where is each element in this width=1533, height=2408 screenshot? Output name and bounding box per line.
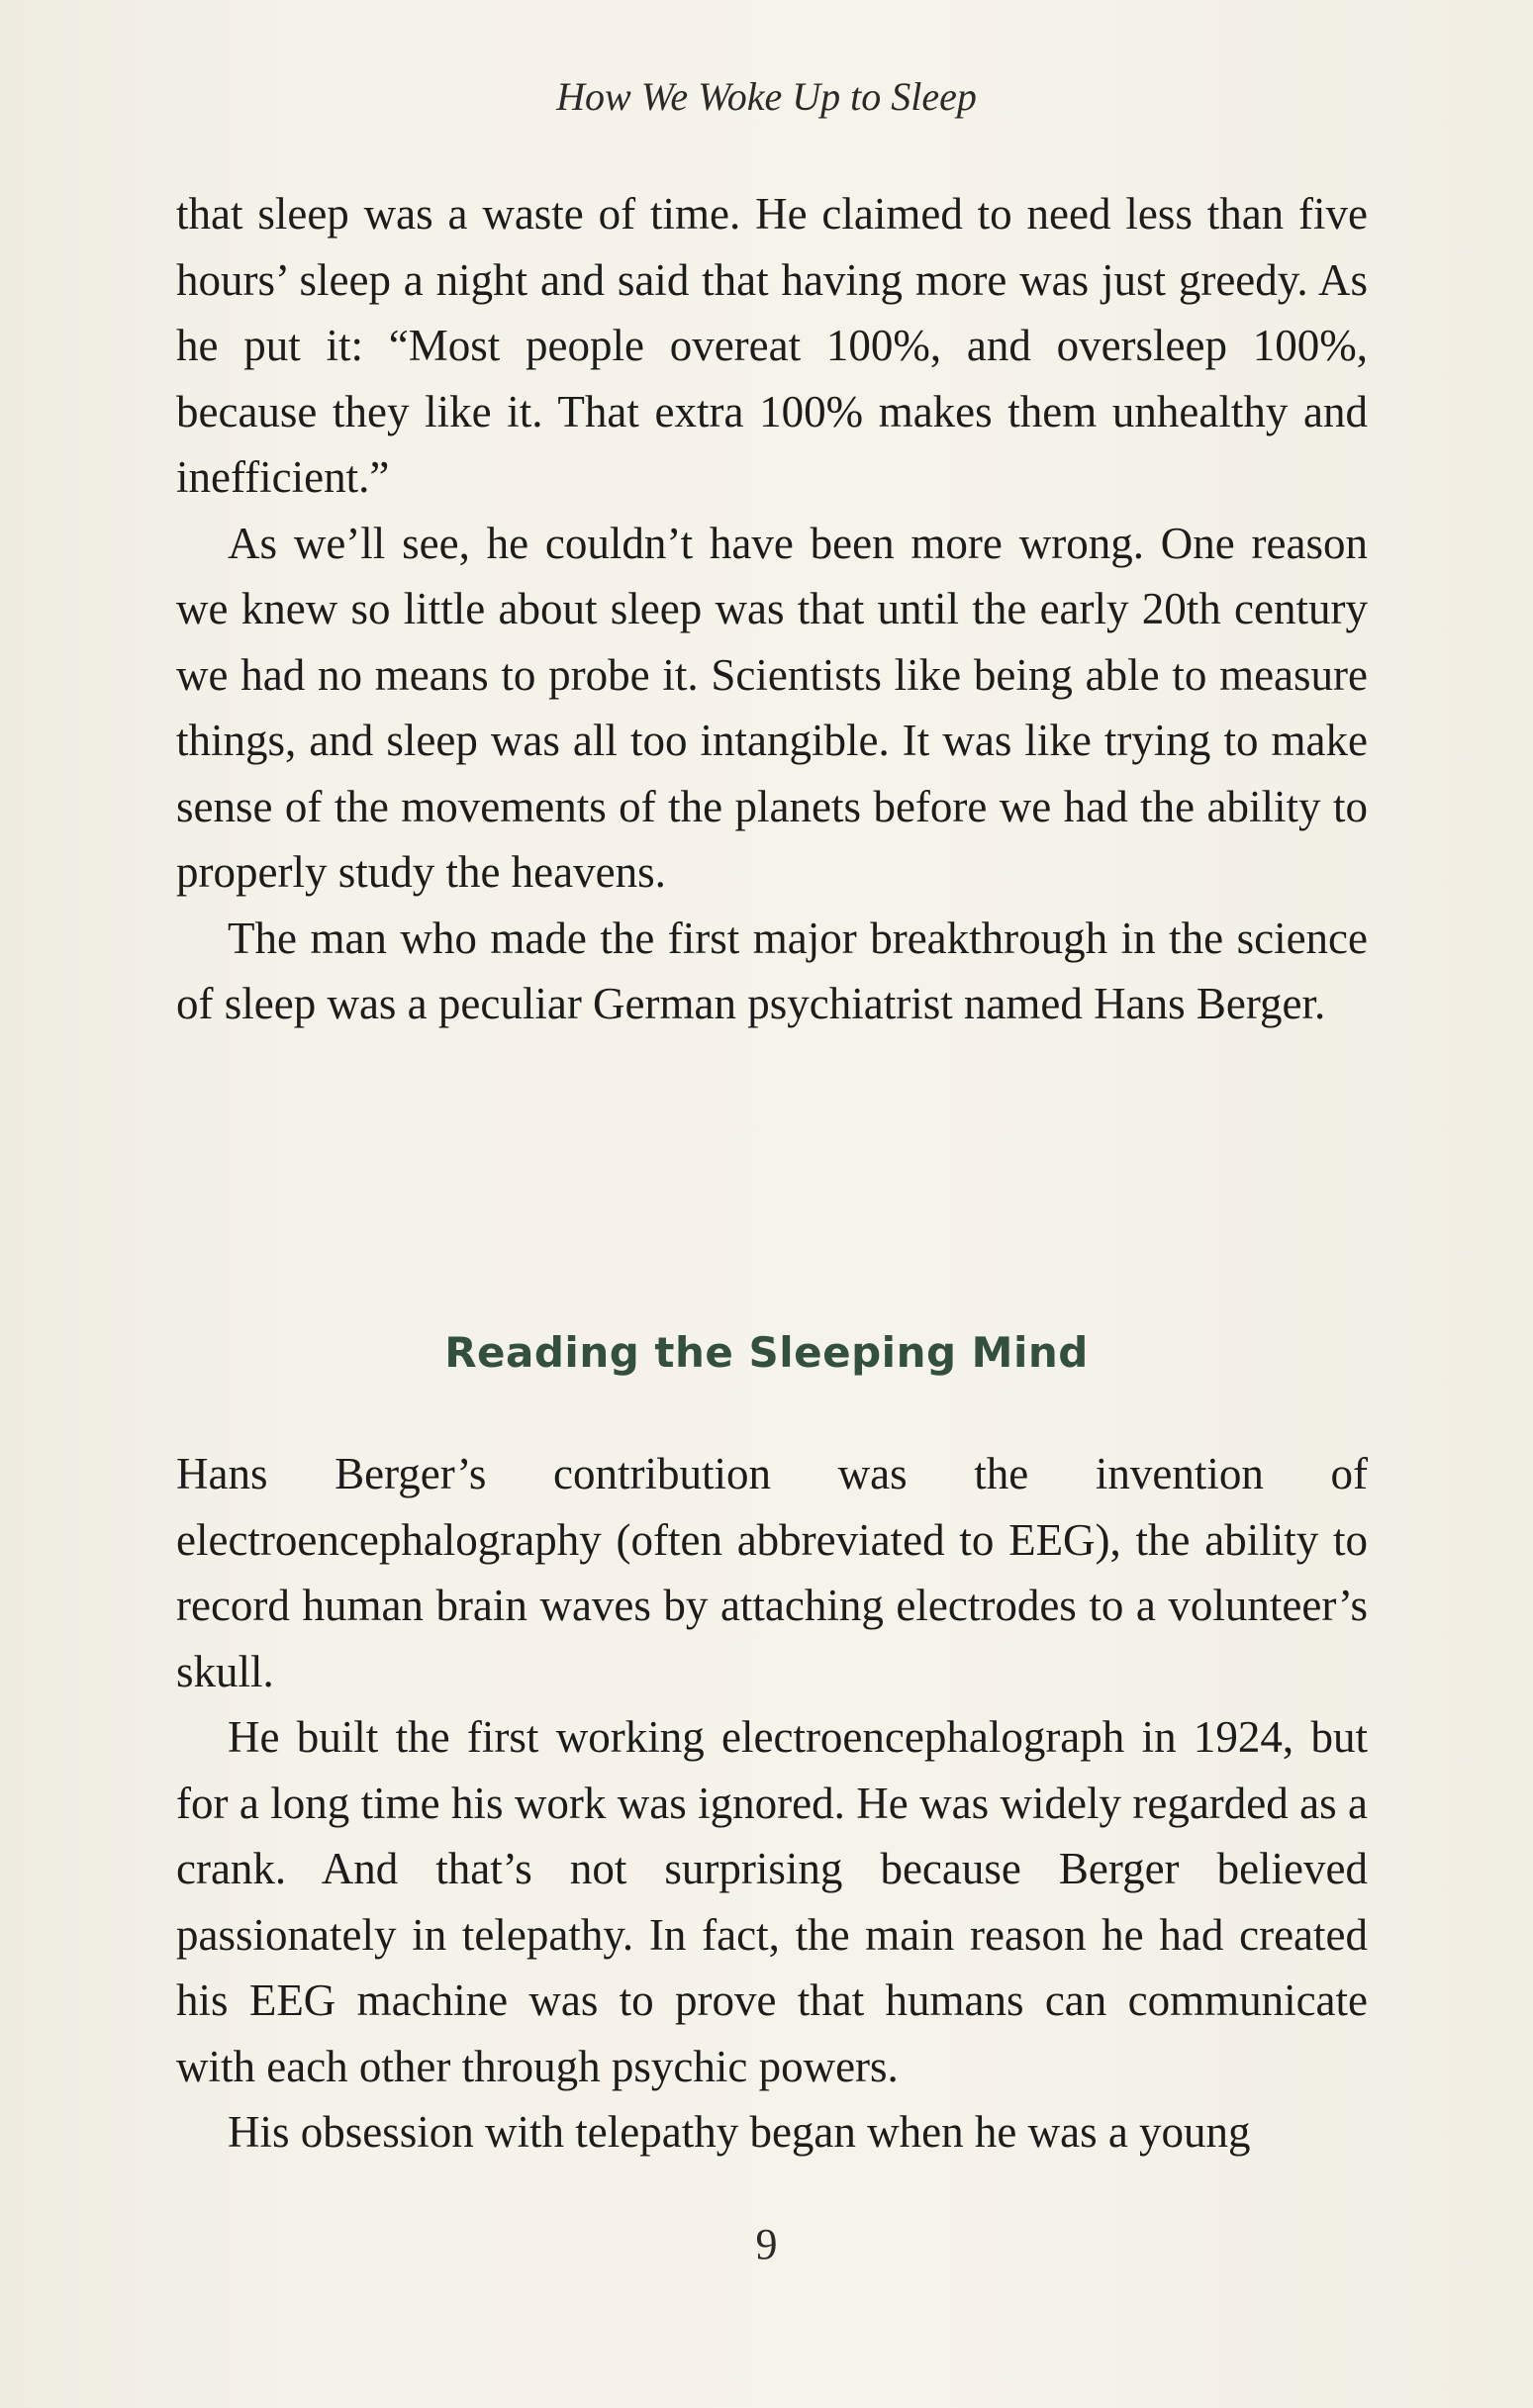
paragraph: His obsession with telepathy began when he was a young — [228, 2107, 1251, 2157]
paragraph: He built the first working electroencephalograph in 1924, but for a long time his work was ignored. He was widely regarded as a crank. And that’s not surprising because Berger believed passionately in telepathy. In fact, the main reason he had created his EEG machine was to prove that humans can communicate with each other through psychic powers. — [176, 1712, 1368, 2091]
paragraph: Hans Berger’s contribution was the invention of electroencephalography (often abbreviated to EEG), the ability to record human brain waves by attaching electrodes to a volunteer’s skull. — [176, 1449, 1368, 1696]
running-head: How We Woke Up to Sleep — [556, 74, 977, 119]
paragraph: As we’ll see, he couldn’t have been more wrong. One reason we knew so little about sleep was that until the early 20th century we had no means to probe it. Scientists like being able to measure things, and sleep was all too intangible. It was like trying to make sense of the movements of the planets before we had the ability to properly study the heavens. — [176, 518, 1368, 897]
section-heading: Reading the Sleeping Mind — [444, 1328, 1089, 1377]
body-text-bottom — [176, 1441, 1368, 2166]
paragraph-continued: that sleep was a waste of time. He claimed to need less than five hours’ sleep a night and said that having more was just greedy. As he put it: “Most people overeat 100%, and oversleep 100%, because they like it. That extra 100% makes them unhealthy and inefficient.” — [176, 189, 1368, 502]
body-text-top — [176, 181, 1368, 1037]
paragraph: The man who made the first major breakthrough in the science of sleep was a peculiar German psychiatrist named Hans Berger. — [176, 913, 1368, 1028]
page-number: 9 — [755, 2220, 778, 2268]
